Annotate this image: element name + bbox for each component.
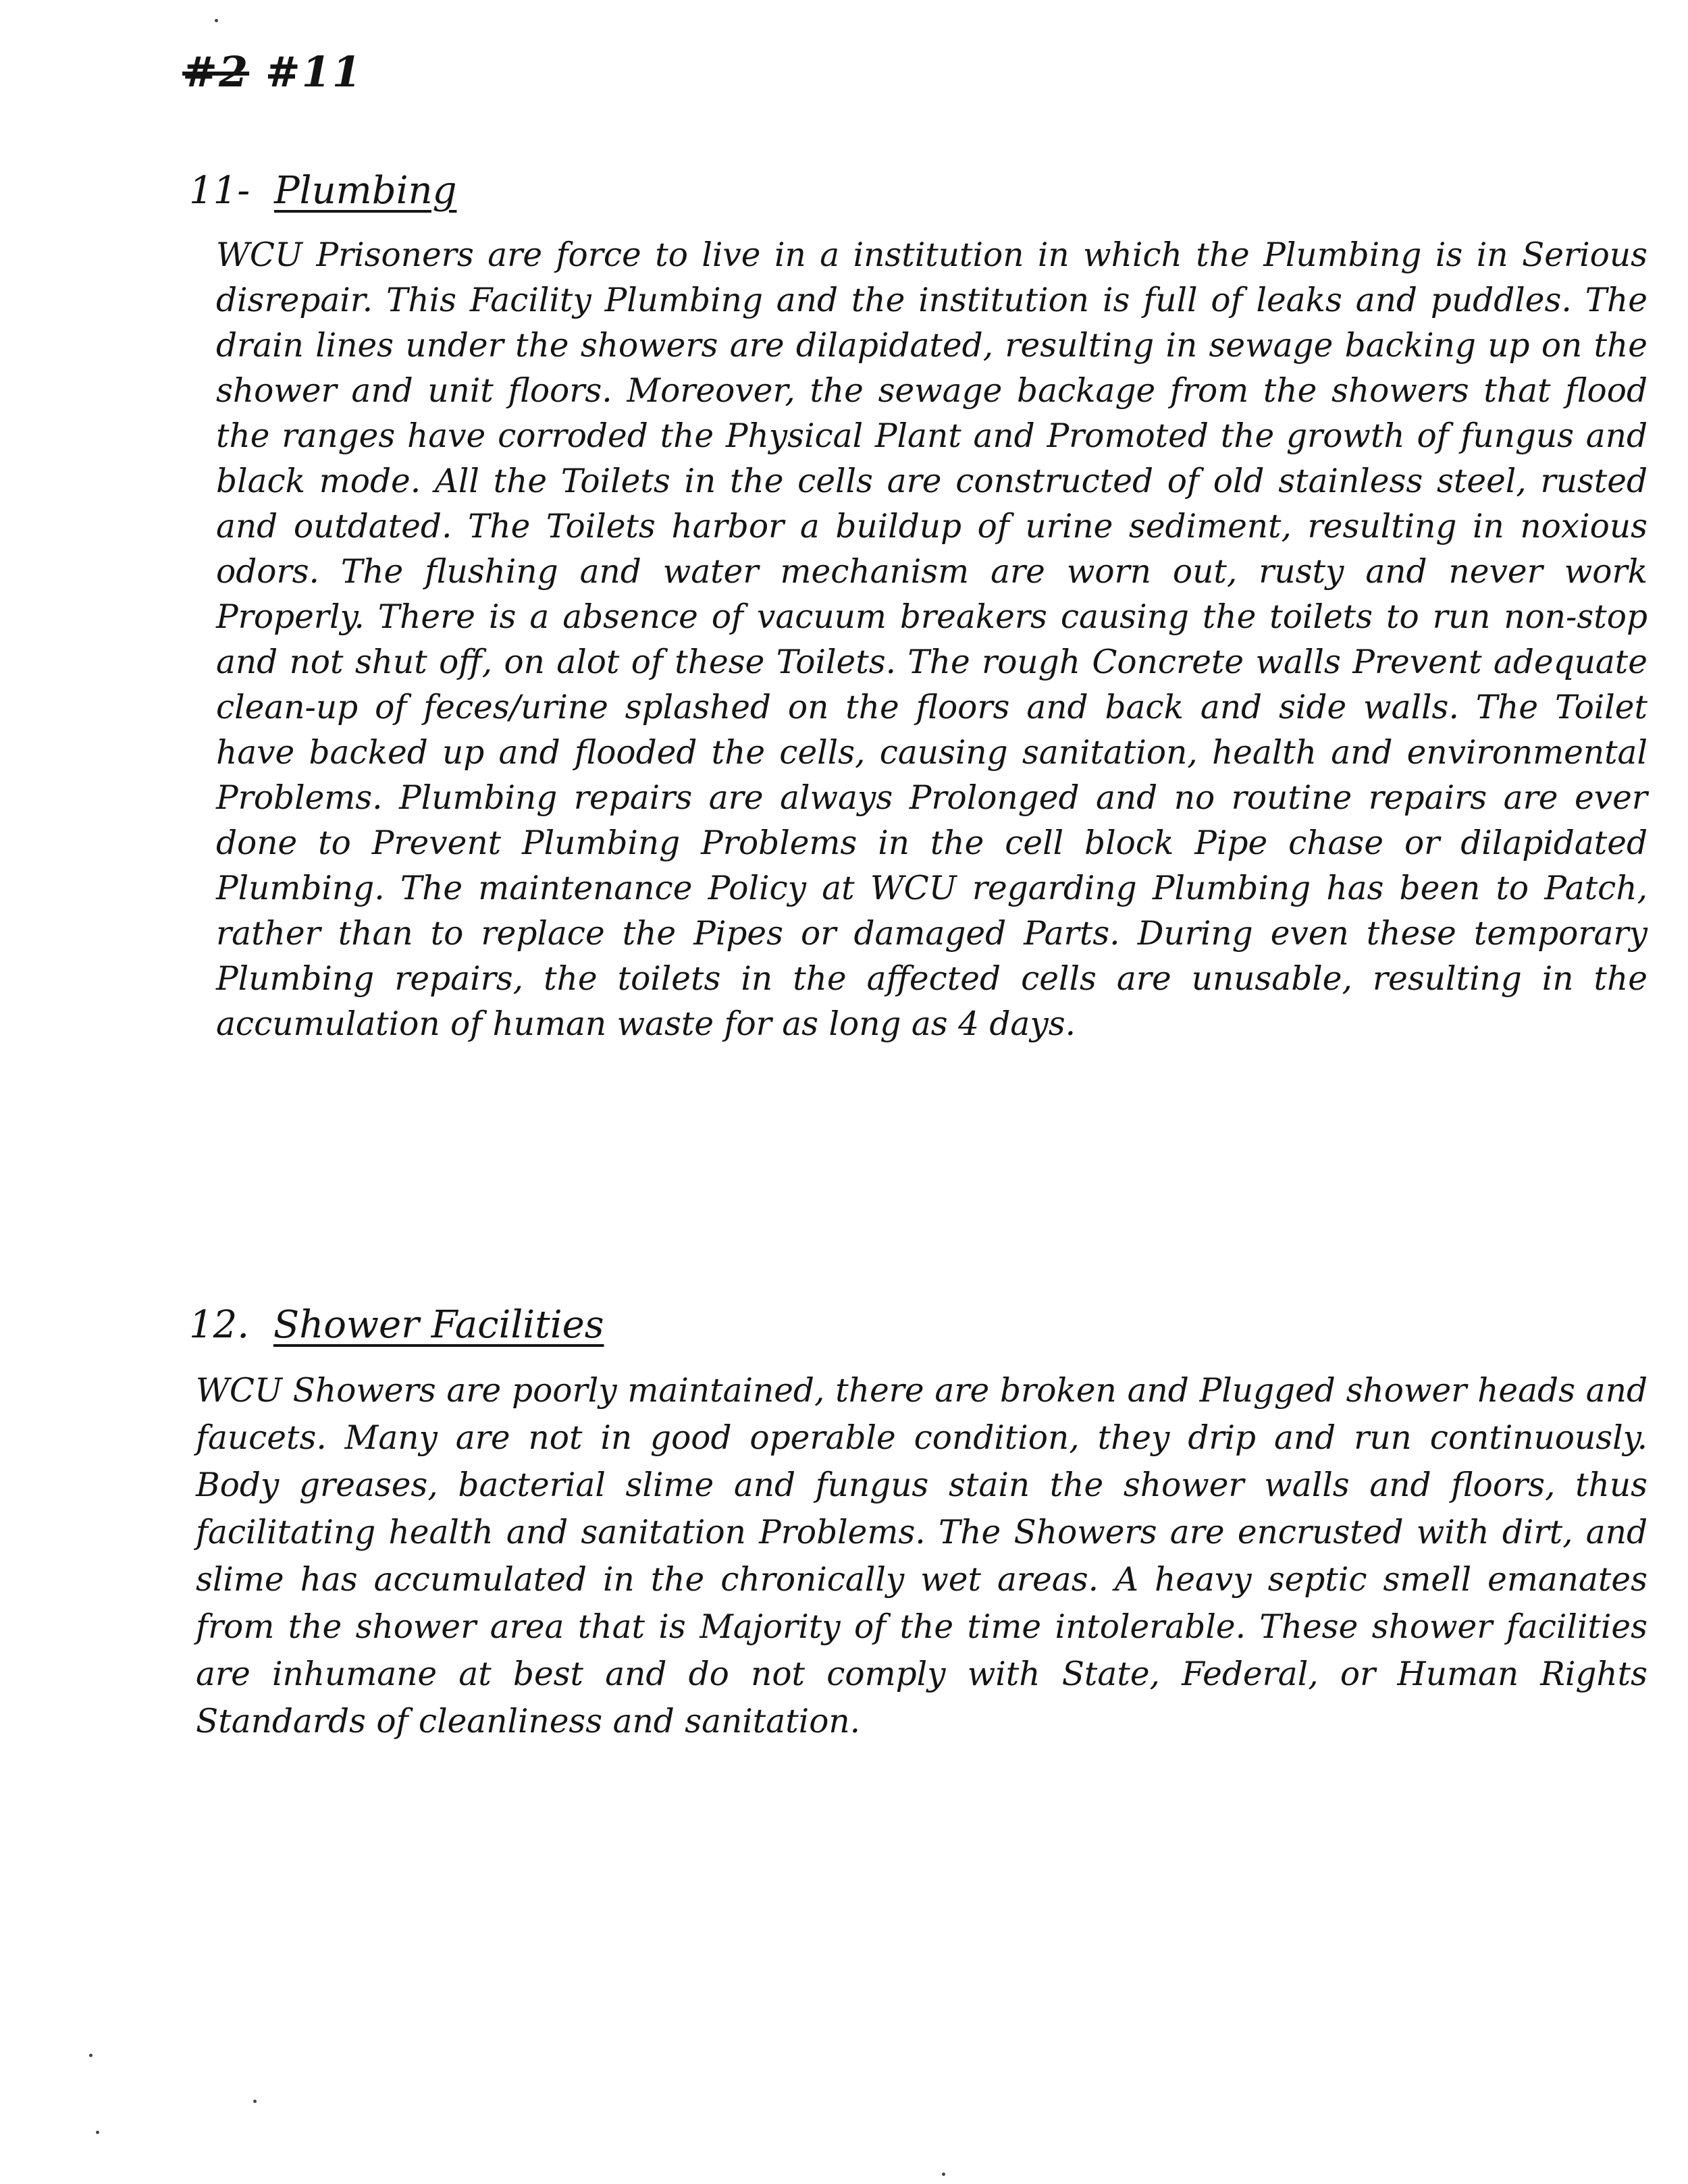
section-shower-facilities xyxy=(189,1303,1647,1745)
section-plumbing xyxy=(189,169,1647,1047)
section-body: WCU Prisoners are force to live in a institution in which the Plumbing is in Serious disrepair. This Facility Plumbing and the institution is full of leaks and puddles. The drain lines under the showers are dilapidated, resulting in sewage backing up on the shower and unit floors. Moreover, the sewage backage from the showers that flood the ranges have corroded the Physical Plant and Promoted the growth of fungus and black mode. All the Toilets in the cells are constructed of old stainless steel, rusted and outdated. The Toilets harbor a buildup of urine sediment, resulting in noxious odors. The flushing and water mechanism are worn out, rusty and never work Properly. There is a absence of vacuum breakers causing the toilets to run non-stop and not shut off, on alot of these Toilets. The rough Concrete walls Prevent adequate clean-up of feces/urine splashed on the floors and back and side walls. The Toilet have backed up and flooded the cells, causing sanitation, health and environmental Problems. Plumbing repairs are always Prolonged and no routine repairs are ever done to Prevent Plumbing Problems in the cell block Pipe chase or dilapidated Plumbing. The maintenance Policy at WCU regarding Plumbing has been to Patch, rather than to replace the Pipes or damaged Parts. During even these temporary Plumbing repairs, the toilets in the affected cells are unusable, resulting in the accumulation of human waste for as long as 4 days. xyxy=(216,236,1647,1043)
section-heading xyxy=(189,1303,1647,1347)
section-number: 11- xyxy=(189,169,250,213)
section-number: 12. xyxy=(189,1303,250,1347)
scan-speck xyxy=(96,2131,99,2134)
struck-page-number: #2 xyxy=(182,47,250,97)
scan-speck xyxy=(215,19,218,22)
section-heading xyxy=(189,169,1647,213)
section-title: Plumbing xyxy=(274,169,457,213)
scan-speck xyxy=(89,2054,93,2057)
page-number xyxy=(182,47,363,97)
scan-speck xyxy=(942,2173,945,2176)
page-number-value: #11 xyxy=(265,47,363,97)
section-title: Shower Facilities xyxy=(273,1303,604,1347)
section-body: WCU Showers are poorly maintained, there are broken and Plugged shower heads and faucets. Many are not in good operable condition, they drip and run continuously. Body greases, bacterial slime and fungus stain the shower walls and floors, thus facilitating health and sanitation Problems. The Showers are encrusted with dirt, and slime has accumulated in the chronically wet areas. A heavy septic smell emanates from the shower area that is Majority of the time intolerable. These shower facilities are inhumane at best and do not comply with State, Federal, or Human Rights Standards of cleanliness and sanitation. xyxy=(196,1372,1647,1740)
scan-speck xyxy=(253,2100,257,2103)
